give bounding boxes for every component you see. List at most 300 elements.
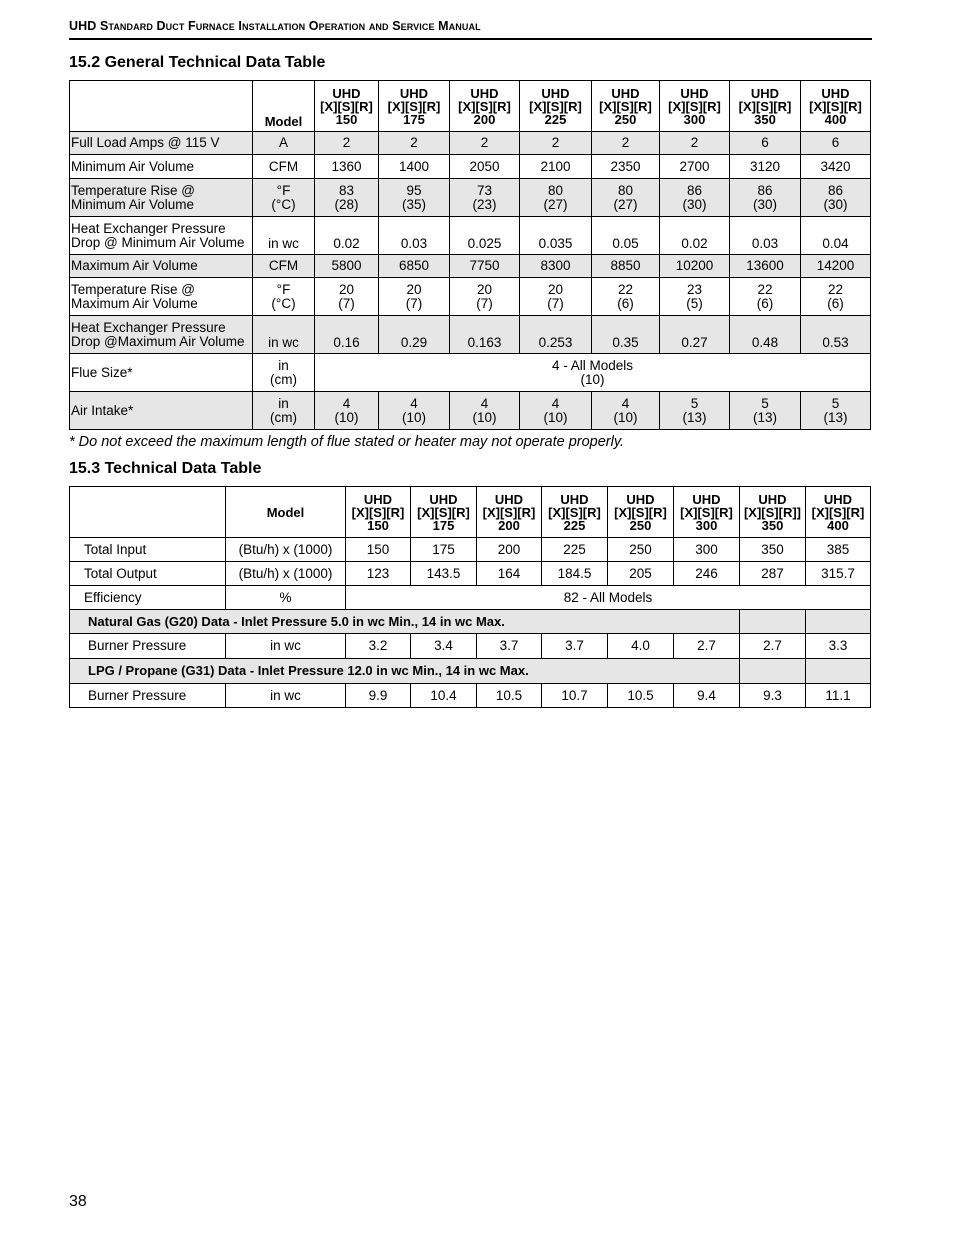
cell-text: Heat Exchanger Pressure <box>71 220 226 236</box>
section-title-technical: 15.3 Technical Data Table <box>69 460 262 477</box>
value-cell <box>660 316 730 354</box>
cell-text: [X][S][R] <box>548 504 601 520</box>
cell-text: 350 <box>761 517 784 533</box>
value-cell <box>450 316 520 354</box>
cell-text: 9.9 <box>368 687 388 703</box>
value-cell <box>801 392 871 430</box>
value-cell <box>608 634 674 659</box>
row-unit <box>253 132 315 155</box>
value-cell <box>411 538 477 562</box>
cell-text: 164 <box>497 565 521 581</box>
value-cell <box>315 392 379 430</box>
cell-text: UHD <box>429 491 458 507</box>
value-cell <box>740 562 806 586</box>
value-cell <box>592 179 660 217</box>
cell-text: 22 <box>757 281 773 297</box>
value-cell <box>801 155 871 179</box>
value-cell <box>730 392 801 430</box>
row-label <box>70 316 253 354</box>
cell-text: 9.4 <box>697 687 716 703</box>
value-cell <box>450 255 520 278</box>
value-cell <box>674 538 740 562</box>
row-label <box>70 562 226 586</box>
value-cell <box>592 392 660 430</box>
cell-text: 0.163 <box>467 335 502 350</box>
value-cell <box>379 392 450 430</box>
flue-note: * Do not exceed the maximum length of flue stated or heater may not operate properly. <box>69 434 625 450</box>
cell-text: 2 <box>480 135 489 150</box>
cell-text: (cm) <box>270 409 297 425</box>
cell-text: Burner Pressure <box>88 687 187 703</box>
cell-text: in wc <box>268 236 299 251</box>
cell-text: (35) <box>401 196 426 212</box>
cell-text: [X][S][R] <box>680 504 733 520</box>
cell-text: Total Input <box>84 541 147 557</box>
cell-text: 300 <box>683 111 706 127</box>
cell-text: [X][S][R] <box>809 98 862 114</box>
row-unit <box>253 316 315 354</box>
cell-text: 143.5 <box>426 565 461 581</box>
value-cell <box>660 155 730 179</box>
table-row <box>70 392 871 430</box>
value-cell <box>801 255 871 278</box>
cell-text: 150 <box>366 541 390 557</box>
cell-text: °F <box>276 281 291 297</box>
cell-text: 86 <box>827 182 844 198</box>
cell-text: (cm) <box>270 371 297 387</box>
cell-text: 225 <box>563 517 586 533</box>
cell-text: 2700 <box>679 158 710 174</box>
cell-text: [X][S][R] <box>320 98 373 114</box>
cell-text: 2 <box>342 135 351 150</box>
value-cell <box>592 217 660 255</box>
model-column-header <box>520 81 592 132</box>
value-cell <box>346 634 411 659</box>
section-title-general: 15.2 General Technical Data Table <box>69 54 326 71</box>
cell-text: 350 <box>761 541 784 557</box>
value-cell <box>740 634 806 659</box>
cell-text: UHD <box>680 85 709 101</box>
cell-text: (7) <box>338 295 355 311</box>
table-row <box>70 255 871 278</box>
value-cell <box>411 562 477 586</box>
cell-text: 14200 <box>816 258 855 273</box>
cell-text: 5800 <box>331 258 362 273</box>
cell-text: 4 - All Models <box>551 357 634 373</box>
row-unit <box>253 354 315 392</box>
cell-text: 175 <box>432 517 455 533</box>
cell-text: 2 <box>621 135 630 150</box>
value-cell <box>315 179 379 217</box>
value-cell <box>801 217 871 255</box>
cell-text: 86 <box>686 182 703 198</box>
cell-text: 400 <box>824 111 847 127</box>
value-cell <box>315 255 379 278</box>
value-cell <box>592 316 660 354</box>
cell-text: UHD <box>332 85 361 101</box>
value-cell <box>660 179 730 217</box>
cell-text: 8850 <box>610 258 641 273</box>
value-cell <box>379 217 450 255</box>
cell-text: UHD <box>541 85 570 101</box>
header-text: UHD Standard Duct Furnace Installation Operation and Service Manual <box>69 19 481 33</box>
cell-text: 2 <box>690 135 699 150</box>
cell-text: Natural Gas (G20) Data - Inlet Pressure 5.0 in wc Min., 14 in wc Max. <box>88 613 505 629</box>
cell-text: [X][S][R] <box>417 504 470 520</box>
cell-text: Total Output <box>84 565 157 581</box>
row-label <box>70 634 226 659</box>
value-cell <box>730 155 801 179</box>
cell-text: 8300 <box>540 258 571 273</box>
cell-text: (10) <box>543 409 568 425</box>
value-cell <box>477 684 542 708</box>
cell-text: [X][S][R] <box>738 98 792 114</box>
row-label <box>70 255 253 278</box>
table-row <box>70 354 871 392</box>
cell-text: 10200 <box>675 258 714 273</box>
cell-text: 6850 <box>398 258 430 273</box>
blank-cell <box>740 659 806 684</box>
value-cell <box>730 278 801 316</box>
value-cell <box>740 684 806 708</box>
cell-text: (7) <box>476 295 493 311</box>
cell-text: (13) <box>752 409 777 425</box>
cell-text: 3.4 <box>434 638 453 653</box>
cell-text: 123 <box>366 565 390 581</box>
row-unit <box>226 634 346 659</box>
cell-text: (30) <box>752 196 777 212</box>
cell-text: (27) <box>613 196 638 212</box>
value-cell <box>520 255 592 278</box>
cell-text: UHD <box>692 491 721 507</box>
table-row <box>70 634 871 659</box>
cell-text: 0.35 <box>612 335 639 350</box>
value-cell <box>592 132 660 155</box>
cell-text: UHD <box>611 85 640 101</box>
blank-cell <box>740 610 806 634</box>
cell-text: [X][S][R] <box>351 504 405 520</box>
value-cell <box>315 316 379 354</box>
value-cell <box>315 217 379 255</box>
cell-text: Model <box>266 504 305 520</box>
value-cell <box>740 538 806 562</box>
cell-text: 250 <box>629 541 652 557</box>
cell-text: UHD <box>494 491 524 507</box>
cell-text: 2 <box>551 135 560 150</box>
cell-text: 350 <box>754 111 776 127</box>
cell-text: 2 <box>410 135 418 150</box>
blank-header-cell <box>70 81 253 132</box>
cell-text: (6) <box>827 295 844 311</box>
cell-text: 0.02 <box>333 236 360 251</box>
cell-text: in wc <box>268 335 299 350</box>
model-column-header <box>660 81 730 132</box>
value-cell <box>450 132 520 155</box>
cell-text: 0.16 <box>333 335 360 350</box>
cell-text: 300 <box>695 517 718 533</box>
row-label <box>70 132 253 155</box>
cell-text: 11.1 <box>825 687 851 703</box>
cell-text: 10.4 <box>430 687 457 703</box>
cell-text: 315.7 <box>821 565 855 581</box>
cell-text: Air Intake* <box>71 402 134 418</box>
row-label <box>70 684 226 708</box>
value-cell <box>477 562 542 586</box>
cell-text: [X][S][R] <box>387 98 441 114</box>
value-cell <box>379 278 450 316</box>
all-models-cell <box>315 354 871 392</box>
cell-text: CFM <box>268 258 299 273</box>
table-row <box>70 217 871 255</box>
cell-text: Temperature Rise @ <box>71 182 195 198</box>
all-models-cell <box>346 586 871 610</box>
value-cell <box>379 255 450 278</box>
table-row <box>70 316 871 354</box>
cell-text: Heat Exchanger Pressure <box>71 319 226 335</box>
value-cell <box>806 634 871 659</box>
value-cell <box>730 255 801 278</box>
value-cell <box>674 562 740 586</box>
cell-text: (30) <box>823 196 848 212</box>
value-cell <box>592 155 660 179</box>
value-cell <box>520 278 592 316</box>
value-cell <box>608 562 674 586</box>
value-cell <box>730 217 801 255</box>
value-cell <box>346 562 411 586</box>
row-label <box>70 392 253 430</box>
model-header-cell <box>226 487 346 538</box>
cell-text: (7) <box>405 295 423 311</box>
cell-text: (13) <box>823 409 848 425</box>
cell-text: in wc <box>270 687 301 703</box>
gas-section-label <box>70 610 740 634</box>
cell-text: 3.2 <box>368 638 388 653</box>
cell-text: UHD <box>750 85 780 101</box>
cell-text: 246 <box>695 565 718 581</box>
model-column-header <box>730 81 801 132</box>
table-row <box>70 538 871 562</box>
cell-text: 6 <box>831 135 840 150</box>
cell-text: [X][S][R] <box>668 98 721 114</box>
cell-text: 4 <box>551 395 560 411</box>
cell-text: 184.5 <box>557 565 592 581</box>
cell-text: Drop @ Minimum Air Volume <box>71 234 245 250</box>
row-label <box>70 155 253 179</box>
cell-text: CFM <box>268 158 299 174</box>
cell-text: 250 <box>629 517 652 533</box>
cell-text: 4.0 <box>631 638 650 653</box>
cell-text: 2.7 <box>697 638 716 653</box>
cell-text: 3.7 <box>565 638 584 653</box>
cell-text: 10.5 <box>627 687 654 703</box>
row-unit <box>253 155 315 179</box>
cell-text: UHD <box>758 491 787 507</box>
header-row <box>70 487 871 538</box>
row-unit <box>226 538 346 562</box>
model-column-header <box>379 81 450 132</box>
cell-text: 20 <box>406 281 422 297</box>
cell-text: UHD <box>560 491 589 507</box>
cell-text: 200 <box>498 517 520 533</box>
cell-text: 80 <box>617 182 634 198</box>
cell-text: 200 <box>497 541 521 557</box>
cell-text: 4 <box>480 395 489 411</box>
gas-section-row <box>70 610 871 634</box>
row-label <box>70 278 253 316</box>
cell-text: 3.3 <box>828 638 848 653</box>
value-cell <box>592 278 660 316</box>
cell-text: LPG / Propane (G31) Data - Inlet Pressure 12.0 in wc Min., 14 in wc Max. <box>88 663 529 678</box>
value-cell <box>542 562 608 586</box>
value-cell <box>542 538 608 562</box>
value-cell <box>801 179 871 217</box>
model-column-header <box>315 81 379 132</box>
value-cell <box>450 217 520 255</box>
cell-text: in <box>278 395 289 411</box>
value-cell <box>477 634 542 659</box>
cell-text: 205 <box>629 565 652 581</box>
cell-text: (6) <box>756 295 774 311</box>
cell-text: 225 <box>544 111 567 127</box>
cell-text: 0.02 <box>681 236 708 251</box>
table-row <box>70 278 871 316</box>
value-cell <box>592 255 660 278</box>
cell-text: 0.035 <box>538 236 573 251</box>
row-unit <box>253 217 315 255</box>
cell-text: 83 <box>338 182 355 198</box>
value-cell <box>542 684 608 708</box>
value-cell <box>730 179 801 217</box>
model-column-header <box>346 487 411 538</box>
model-header-cell <box>253 81 315 132</box>
cell-text: Flue Size* <box>71 364 133 380</box>
model-column-header <box>477 487 542 538</box>
cell-text: in <box>278 357 289 373</box>
cell-text: 20 <box>338 281 355 297</box>
value-cell <box>411 634 477 659</box>
cell-text: 0.05 <box>612 236 639 251</box>
value-cell <box>801 132 871 155</box>
cell-text: 80 <box>547 182 564 198</box>
value-cell <box>674 684 740 708</box>
cell-text: UHD <box>821 85 850 101</box>
model-column-header <box>740 487 806 538</box>
cell-text: (30) <box>682 196 707 212</box>
value-cell <box>379 316 450 354</box>
row-label <box>70 586 226 610</box>
cell-text: 6 <box>761 135 769 150</box>
page-number: 38 <box>69 1193 87 1210</box>
gas-section-label <box>70 659 740 684</box>
model-column-header <box>674 487 740 538</box>
row-unit <box>253 392 315 430</box>
cell-text: UHD <box>399 85 429 101</box>
cell-text: 0.29 <box>400 335 428 350</box>
value-cell <box>801 316 871 354</box>
value-cell <box>520 392 592 430</box>
value-cell <box>608 538 674 562</box>
cell-text: [X][S][R] <box>614 504 667 520</box>
value-cell <box>730 132 801 155</box>
row-unit <box>226 684 346 708</box>
technical-data-table <box>69 486 871 708</box>
value-cell <box>660 132 730 155</box>
cell-text: Temperature Rise @ <box>71 281 195 297</box>
value-cell <box>315 155 379 179</box>
cell-text: 20 <box>547 281 564 297</box>
row-label <box>70 538 226 562</box>
row-unit <box>226 586 346 610</box>
value-cell <box>730 316 801 354</box>
cell-text: Maximum Air Volume <box>71 295 198 311</box>
running-header <box>69 19 872 40</box>
row-unit <box>226 562 346 586</box>
cell-text: UHD <box>823 491 853 507</box>
cell-text: [X][S][R]] <box>743 504 802 520</box>
cell-text: 0.27 <box>681 335 708 350</box>
cell-text: 1360 <box>331 158 362 174</box>
cell-text: (23) <box>472 196 497 212</box>
cell-text: 5 <box>761 395 769 411</box>
value-cell <box>315 132 379 155</box>
cell-text: Burner Pressure <box>88 638 187 653</box>
model-column-header <box>450 81 520 132</box>
cell-text: °F <box>276 182 291 198</box>
cell-text: (5) <box>686 295 703 311</box>
cell-text: (27) <box>543 196 568 212</box>
table-row <box>70 586 871 610</box>
value-cell <box>379 155 450 179</box>
cell-text: 86 <box>757 182 773 198</box>
value-cell <box>660 392 730 430</box>
cell-text: (10) <box>401 409 426 425</box>
value-cell <box>806 684 871 708</box>
blank-cell <box>806 659 871 684</box>
cell-text: (10) <box>472 409 497 425</box>
cell-text: 2100 <box>540 158 571 174</box>
cell-text: (28) <box>334 196 359 212</box>
value-cell <box>411 684 477 708</box>
model-column-header <box>801 81 871 132</box>
value-cell <box>315 278 379 316</box>
value-cell <box>450 278 520 316</box>
cell-text: 385 <box>826 541 850 557</box>
cell-text: % <box>279 589 292 605</box>
cell-text: 22 <box>827 281 844 297</box>
value-cell <box>379 132 450 155</box>
cell-text: 0.04 <box>822 236 849 251</box>
cell-text: 250 <box>614 111 637 127</box>
cell-text: [X][S][R] <box>482 504 536 520</box>
cell-text: 82 - All Models <box>563 589 653 605</box>
cell-text: 0.253 <box>538 335 573 350</box>
cell-text: Minimum Air Volume <box>71 196 195 212</box>
cell-text: (°C) <box>271 295 296 311</box>
value-cell <box>806 562 871 586</box>
blank-cell <box>806 610 871 634</box>
cell-text: 175 <box>432 541 455 557</box>
cell-text: 1400 <box>398 158 430 174</box>
row-unit <box>253 278 315 316</box>
cell-text: 3.7 <box>499 638 519 653</box>
cell-text: 13600 <box>746 258 784 273</box>
cell-text: 0.03 <box>751 236 779 251</box>
value-cell <box>801 278 871 316</box>
header-row <box>70 81 871 132</box>
value-cell <box>660 255 730 278</box>
cell-text: (10) <box>334 409 359 425</box>
cell-text: 73 <box>476 182 493 198</box>
